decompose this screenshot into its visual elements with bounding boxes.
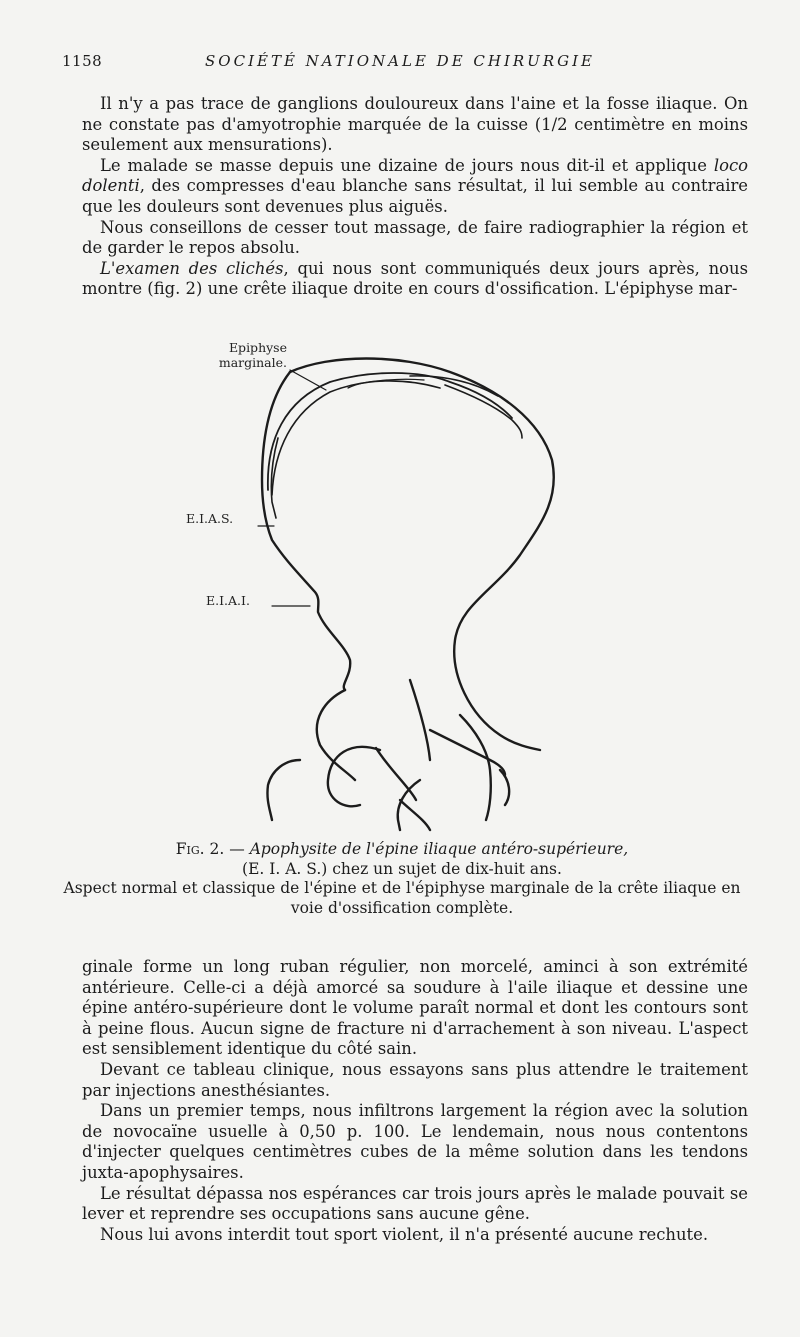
caption-line-2: (E. I. A. S.) chez un sujet de dix-huit ans. (242, 859, 562, 878)
ilium-posterior-contour (290, 359, 554, 751)
pubis-contour (430, 730, 505, 775)
paragraph-text: Le malade se masse depuis une dizaine de jours nous dit-il et applique (100, 155, 714, 175)
crest-inner-line (445, 385, 522, 438)
label-eias: E.I.A.S. (186, 511, 234, 526)
femur-shaft (398, 780, 420, 830)
crest-inner-stroke (410, 376, 498, 396)
epiphysis-ribbon-inner (272, 381, 440, 495)
label-eiai: E.I.A.I. (206, 593, 250, 608)
caption-dash: — (224, 840, 250, 858)
femur-neck-left (267, 760, 300, 820)
body-text-top (82, 94, 748, 300)
epiphysis-ribbon-texture (348, 379, 424, 388)
figure-2-illustration (0, 330, 800, 840)
label-epiphyse-line2: marginale. (218, 355, 287, 370)
figure-caption (62, 840, 742, 918)
paragraph: Le résultat dépassa nos espérances car trois jours après le malade pouvait se lever et reprendre ses occupations sans aucune gêne. (82, 1183, 748, 1224)
leader-line-epiphyse (290, 370, 326, 390)
paragraph: Il n'y a pas trace de ganglions douloureux dans l'aine et la fosse iliaque. On ne constate pas d'amyotrophie marquée de la cuisse (1/2 centimètre en moins seulement aux mensurations). (82, 94, 748, 155)
paragraph-text: , des compresses d'eau blanche sans résultat, il lui semble au contraire que les douleurs sont devenues plus aiguës. (82, 176, 748, 216)
caption-line-3: Aspect normal et classique de l'épine et de l'épiphyse marginale de la crête iliaque en voie d'ossification complète. (63, 879, 741, 917)
ischium-contour (460, 715, 491, 820)
body-text-bottom (82, 957, 748, 1245)
paragraph (82, 156, 748, 218)
caption-line-1 (62, 840, 742, 860)
label-epiphyse-marginale (195, 340, 287, 370)
italic-phrase: L'examen des clichés (100, 258, 284, 278)
obturator-edge (500, 770, 509, 805)
paragraph-text: , qui nous sont communiqués deux jours après, nous montre (fig. 2) une crête iliaque droite en cours d'ossification. L'épiphyse mar- (82, 258, 748, 299)
acetabulum-inner (410, 680, 430, 760)
caption-title: Apophysite de l'épine iliaque antéro-supérieure, (249, 840, 629, 858)
paragraph (82, 259, 748, 300)
italic-phrase: loco dolenti (82, 155, 748, 196)
paragraph: ginale forme un long ruban régulier, non morcelé, aminci à son extrémité antérieure. Celle-ci a déjà amorcé sa soudure à l'aile iliaque et dessine une épine antéro-supérieure dont le volume paraît normal et dont les contours sont à peine flous. Aucun signe de fracture ni d'arrachement à son niveau. L'aspect est sensiblement identique du côté sain. (82, 957, 748, 1059)
running-head: SOCIÉTÉ NATIONALE DE CHIRURGIE (205, 52, 595, 70)
paragraph: Dans un premier temps, nous infiltrons largement la région avec la solution de novocaïne usuelle à 0,50 p. 100. Le lendemain, nous nous contentons d'injecter quelques centimètres cubes de la même solution dans les tendons juxta-apophysaires. (82, 1101, 748, 1182)
femur-neck-right (376, 748, 416, 800)
paragraph: Devant ce tableau clinique, nous essayons sans plus attendre le traitement par injections anesthésiantes. (82, 1059, 748, 1100)
paragraph: Nous lui avons interdit tout sport violent, il n'a présenté aucune rechute. (100, 1224, 709, 1244)
page-header (62, 52, 738, 74)
femoral-head (328, 747, 380, 806)
caption-fig-number: Fig. 2. (175, 840, 225, 858)
page-number: 1158 (62, 52, 103, 70)
femur-trochanter (400, 800, 430, 830)
ilium-anterior-contour (262, 372, 350, 690)
iliac-bone-drawing (0, 330, 800, 840)
paragraph: Nous conseillons de cesser tout massage, de faire radiographier la région et de garder le repos absolu. (82, 217, 748, 258)
acetabulum-roof (317, 690, 355, 780)
label-epiphyse-line1: Epiphyse (228, 340, 287, 355)
epiphysis-ribbon-outer (268, 373, 512, 490)
